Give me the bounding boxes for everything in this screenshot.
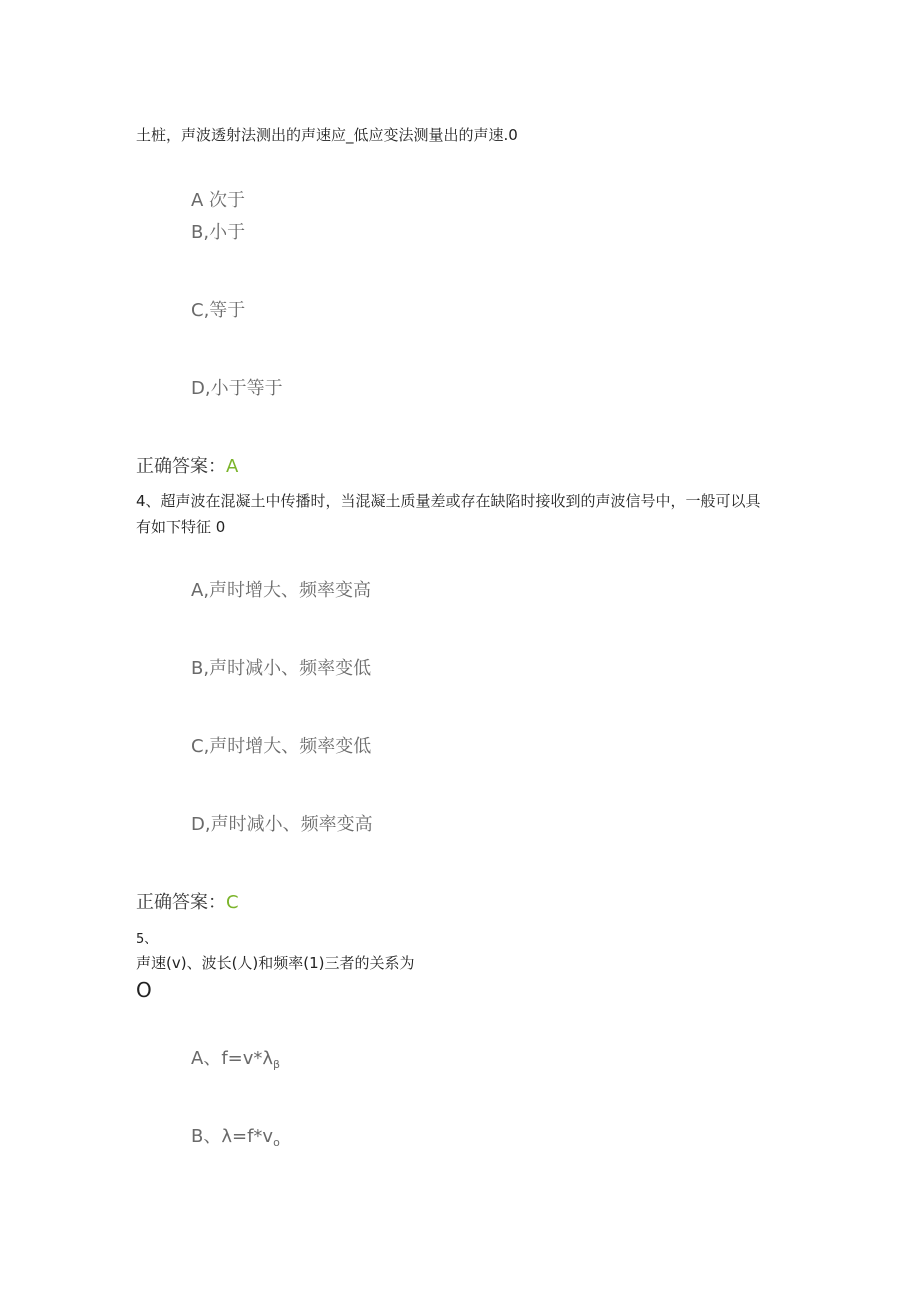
option-subscript: o <box>273 1136 280 1149</box>
q3-option-b[interactable]: B,小于 <box>191 222 246 243</box>
answer-label: 正确答案： <box>136 892 226 913</box>
option-subscript: β <box>273 1058 281 1071</box>
option-text: A、f=v*λ <box>191 1048 274 1069</box>
option-text: B、λ=f*v <box>191 1126 274 1147</box>
q4-option-b[interactable]: B,声时减小、频率变低 <box>191 658 372 679</box>
q3-option-a[interactable]: A 次于 <box>191 190 246 211</box>
q4-option-a[interactable]: A,声时增大、频率变高 <box>191 580 372 601</box>
question-5-number: 5、 <box>136 932 158 947</box>
q5-option-a[interactable] <box>191 1044 280 1071</box>
q5-option-b[interactable] <box>191 1122 280 1149</box>
q3-answer <box>136 452 238 478</box>
question-4-stem-line1: 4、超声波在混凝土中传播时，当混凝土质量差或存在缺陷时接收到的声波信号中，一般可以具 <box>136 492 761 510</box>
q4-answer <box>136 888 239 914</box>
question-3-stem: 土桩，声波透射法测出的声速应_低应变法测量出的声速.0 <box>136 126 518 144</box>
answer-value: A <box>226 456 239 477</box>
q3-option-c[interactable]: C,等于 <box>191 300 246 321</box>
q3-option-d[interactable]: D,小于等于 <box>191 378 283 399</box>
q4-option-d[interactable]: D,声时减小、频率变高 <box>191 814 373 835</box>
answer-label: 正确答案： <box>136 456 226 477</box>
q4-option-c[interactable]: C,声时增大、频率变低 <box>191 736 372 757</box>
question-4-stem-line2: 有如下特征 0 <box>136 518 226 536</box>
answer-value: C <box>226 892 239 913</box>
question-5-blank: O <box>136 978 152 1002</box>
question-5-stem: 声速(v)、波长(人)和频率(1)三者的关系为 <box>136 954 415 972</box>
